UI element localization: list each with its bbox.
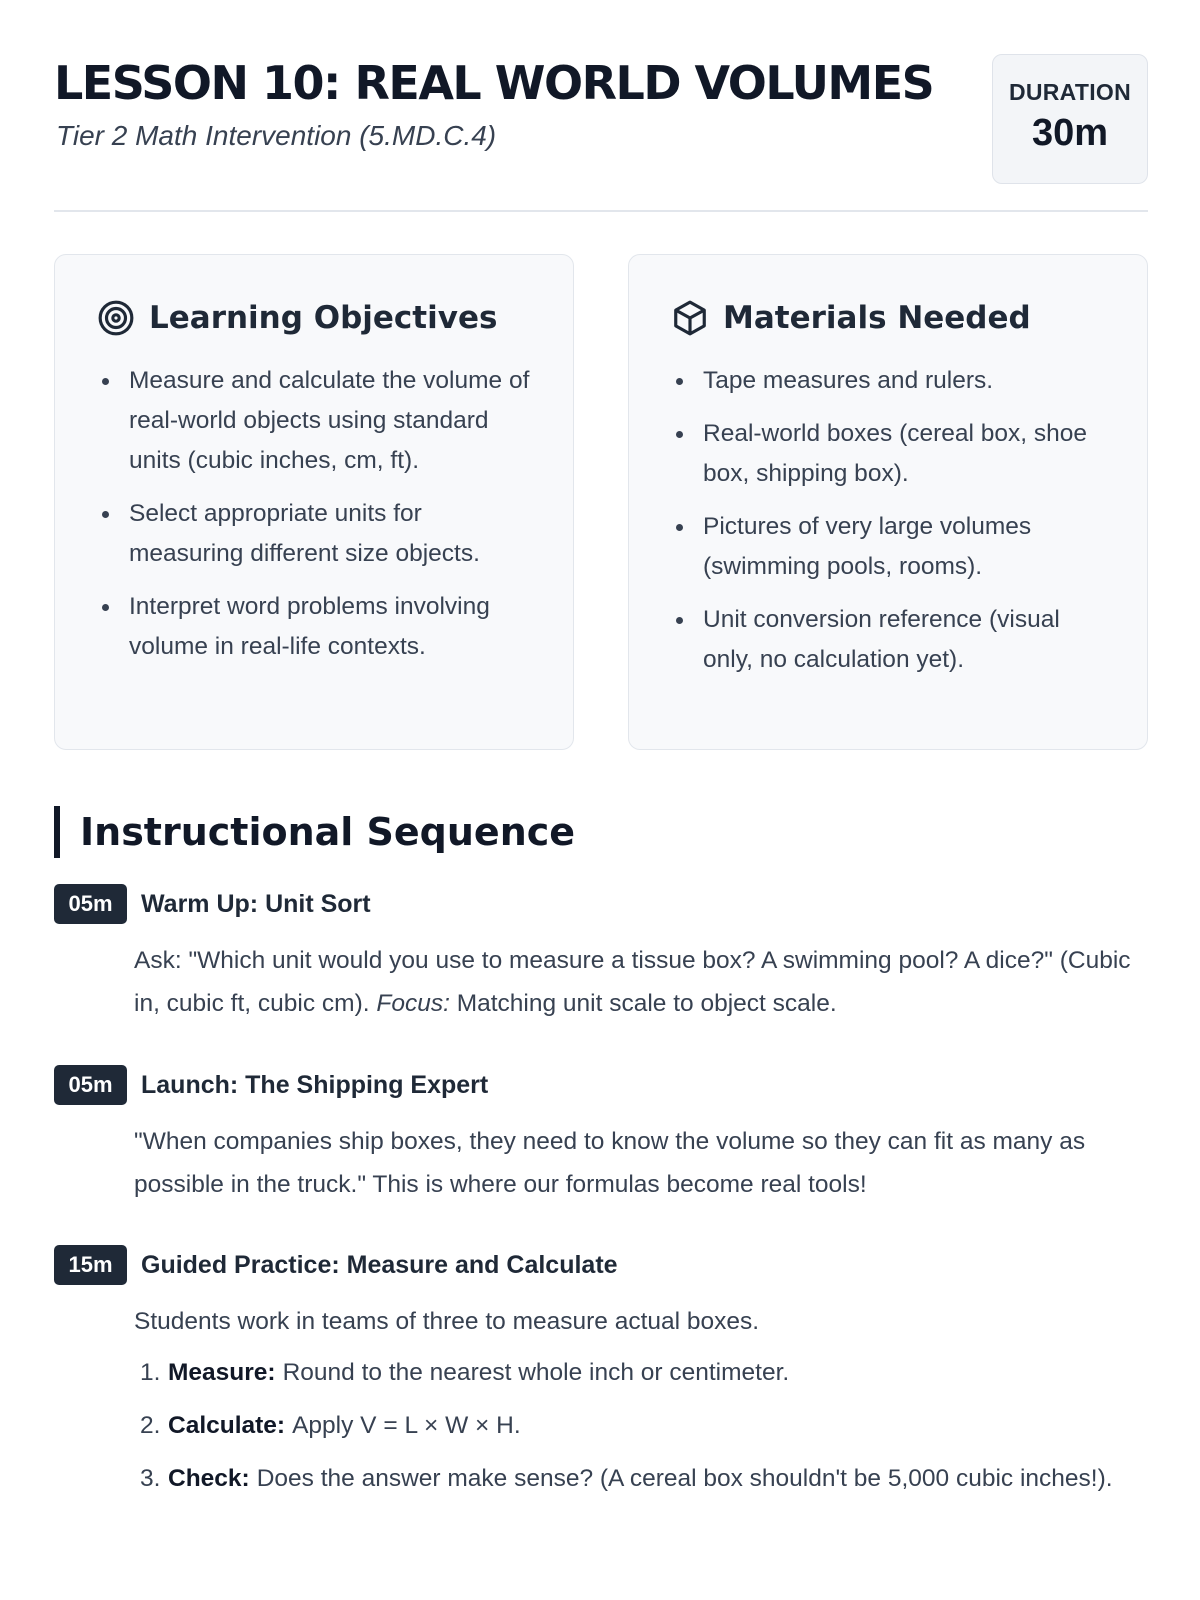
material-item: Real-world boxes (cereal box, shoe box, shipping box). [703,414,1113,494]
cube-icon [671,299,709,337]
practice-step: 3. Check: Does the answer make sense? (A cereal box shouldn't be 5,000 cubic inches!). [134,1459,1134,1499]
focus-label: Focus: [376,990,450,1017]
page-title: LESSON 10: REAL WORLD VOLUMES [54,56,934,110]
step-title: Guided Practice: Measure and Calculate [141,1250,618,1279]
step-label: Measure: [168,1359,276,1386]
materials-header [671,299,1031,337]
duration-label: DURATION [1008,79,1132,105]
target-icon [97,299,135,337]
materials-card [628,254,1148,750]
practice-step: 1. Measure: Round to the nearest whole inch or centimeter. [134,1353,1134,1393]
material-item: Tape measures and rulers. [703,361,1113,401]
duration-value: 30m [1031,112,1109,154]
objective-item: Interpret word problems involving volume in real-life contexts. [129,587,539,667]
step-description: Students work in teams of three to measure actual boxes. [134,1308,760,1335]
material-item: Unit conversion reference (visual only, no calculation yet). [703,600,1113,680]
objective-item: Select appropriate units for measuring different size objects. [129,494,539,574]
sequence-title: Instructional Sequence [54,806,575,858]
step-number: 2. [140,1412,161,1439]
step-description: "When companies ship boxes, they need to know the volume so they can fit as many as possible in the truck." This is where our formulas become real tools! [134,1128,1086,1198]
lesson-header [54,54,1148,214]
sequence-step-launch [54,1065,1148,1206]
objectives-card [54,254,574,750]
objectives-header [97,299,497,337]
objectives-list [129,361,539,680]
practice-steps-list [134,1353,1134,1499]
step-number: 1. [140,1359,161,1386]
header-divider [54,210,1148,212]
step-title: Launch: The Shipping Expert [141,1070,489,1099]
step-label: Calculate: [168,1412,286,1439]
duration-box [992,54,1148,184]
time-badge: 15m [54,1245,127,1285]
time-badge: 05m [54,884,127,924]
practice-step: 2. Calculate: Apply V = L × W × H. [134,1406,1134,1446]
objective-item: Measure and calculate the volume of real-world objects using standard units (cubic inches, cm, ft). [129,361,539,481]
sequence-step-guided-practice [54,1245,1148,1512]
page-subtitle: Tier 2 Math Intervention (5.MD.C.4) [56,120,497,151]
objectives-title: Learning Objectives [149,300,498,336]
material-item: Pictures of very large volumes (swimming pools, rooms). [703,507,1113,587]
step-label: Check: [168,1465,250,1492]
step-number: 3. [140,1465,161,1492]
sequence-step-warmup [54,884,1148,1025]
step-title: Warm Up: Unit Sort [141,889,371,918]
step-description: Ask: "Which unit would you use to measure a tissue box? A swimming pool? A dice?" (Cubic in, cubic ft, cubic cm). Focus: Matching unit scale to object scale. [134,947,1131,1017]
time-badge: 05m [54,1065,127,1105]
materials-title: Materials Needed [723,300,1031,336]
materials-list [703,361,1113,693]
